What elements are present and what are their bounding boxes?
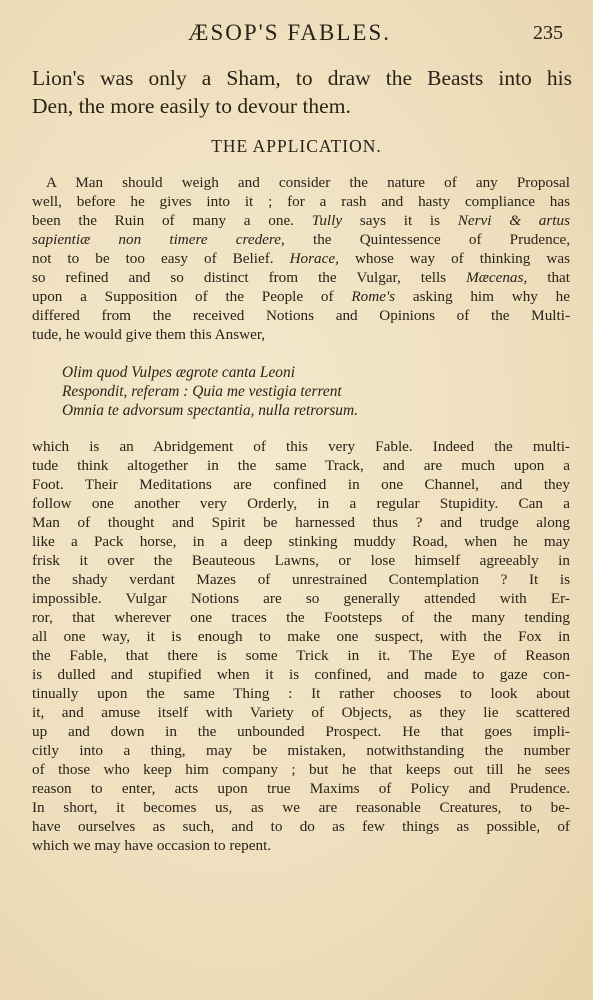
- text-line: which is an Abridgement of this very Fable. Indeed the multi-: [32, 438, 570, 455]
- section-heading: THE APPLICATION.: [211, 136, 382, 156]
- text-segment: whose way of thinking was: [338, 250, 570, 267]
- text-line: all one way, it is enough to make one suspect, with the Fox in: [32, 628, 570, 645]
- lead-line: Den, the more easily to devour them.: [32, 94, 351, 118]
- text-line: follow one another very Orderly, in a regular Stupidity. Can a: [32, 495, 570, 512]
- text-segment: well, before he gives into it ; for a rash and hasty compliance has: [32, 193, 570, 210]
- italic-segment: Nervi & artus: [457, 212, 570, 229]
- text-line: which we may have occasion to repent.: [32, 837, 272, 854]
- text-segment: says it is: [342, 212, 458, 229]
- text-line: [32, 173, 570, 192]
- text-line: [32, 306, 570, 325]
- text-segment: differed from the received Notions and Opinions of the Multi-: [32, 307, 570, 324]
- verse-line: Respondit, referam : Quia me vestigia terrent: [62, 383, 342, 400]
- italic-segment: Tully: [311, 212, 343, 229]
- latin-verse: [62, 363, 532, 420]
- text-line: Foot. Their Meditations are confined in one Channel, and they: [32, 476, 570, 493]
- italic-segment: Horace,: [289, 250, 339, 267]
- text-line: have ourselves as such, and to do as few things as possible, of: [32, 818, 570, 835]
- application-paragraph-1: [32, 173, 570, 344]
- verse-line: Omnia te advorsum spectantia, nulla retrorsum.: [62, 402, 358, 419]
- text-line: In short, it becomes us, as we are reasonable Creatures, to be-: [32, 799, 570, 816]
- text-line: Man of thought and Spirit be harnessed thus ? and trudge along: [32, 514, 570, 531]
- text-line: [32, 249, 570, 268]
- text-line: frisk it over the Beauteous Lawns, or lose himself agreeably in: [32, 552, 570, 569]
- text-segment: upon a Supposition of the People of: [32, 288, 352, 305]
- text-line: impossible. Vulgar Notions are so generally attended with Er-: [32, 590, 570, 607]
- text-line: [32, 211, 570, 230]
- text-segment: so refined and so distinct from the Vulgar, tells: [32, 269, 467, 286]
- text-line: the shady verdant Mazes of unrestrained Contemplation ? It is: [32, 571, 570, 588]
- text-line: [32, 230, 570, 249]
- text-segment: been the Ruin of many a one.: [32, 212, 312, 229]
- text-line: it, and amuse itself with Variety of Objects, as they lie scattered: [32, 704, 570, 721]
- verse-line: Olim quod Vulpes ægrote canta Leoni: [62, 364, 295, 381]
- italic-segment: Mæcenas,: [466, 269, 528, 286]
- text-segment: asking him why he: [395, 288, 570, 305]
- italic-segment: Rome's: [351, 288, 396, 305]
- text-line: ror, that wherever one traces the Footsteps of the many tending: [32, 609, 570, 626]
- text-segment: that: [527, 269, 571, 286]
- page-number: 235: [533, 22, 563, 44]
- text-line: citly into a thing, may be mistaken, notwithstanding the number: [32, 742, 570, 759]
- text-segment: not to be too easy of Belief.: [32, 250, 290, 267]
- text-line: reason to enter, acts upon true Maxims of Policy and Prudence.: [32, 780, 570, 797]
- text-line: up and down in the unbounded Prospect. He that goes impli-: [32, 723, 570, 740]
- text-segment: tude, he would give them this Answer,: [32, 326, 266, 343]
- text-line: the Fable, that there is some Trick in it. The Eye of Reason: [32, 647, 570, 664]
- text-line: [32, 287, 570, 306]
- text-segment: the Quintessence of Prudence,: [284, 231, 570, 248]
- text-line: is dulled and stupified when it is confined, and made to gaze con-: [32, 666, 570, 683]
- lead-text: [32, 64, 572, 120]
- text-line: of those who keep him company ; but he that keeps out till he sees: [32, 761, 570, 778]
- italic-segment: sapientiæ non timere credere,: [32, 231, 285, 248]
- text-line: [32, 325, 570, 344]
- text-segment: A Man should weigh and consider the nature of any Proposal: [46, 174, 570, 191]
- running-title: ÆSOP'S FABLES.: [188, 20, 392, 45]
- text-line: tude think altogether in the same Track, and are much upon a: [32, 457, 570, 474]
- application-paragraph-2: [32, 437, 570, 855]
- text-line: tinually upon the same Thing : It rather chooses to look about: [32, 685, 570, 702]
- lead-line: Lion's was only a Sham, to draw the Beasts into his: [32, 66, 572, 90]
- page-header: [0, 20, 593, 50]
- text-line: like a Pack horse, in a deep stinking muddy Road, when he may: [32, 533, 570, 550]
- text-line: [32, 268, 570, 287]
- text-line: [32, 192, 570, 211]
